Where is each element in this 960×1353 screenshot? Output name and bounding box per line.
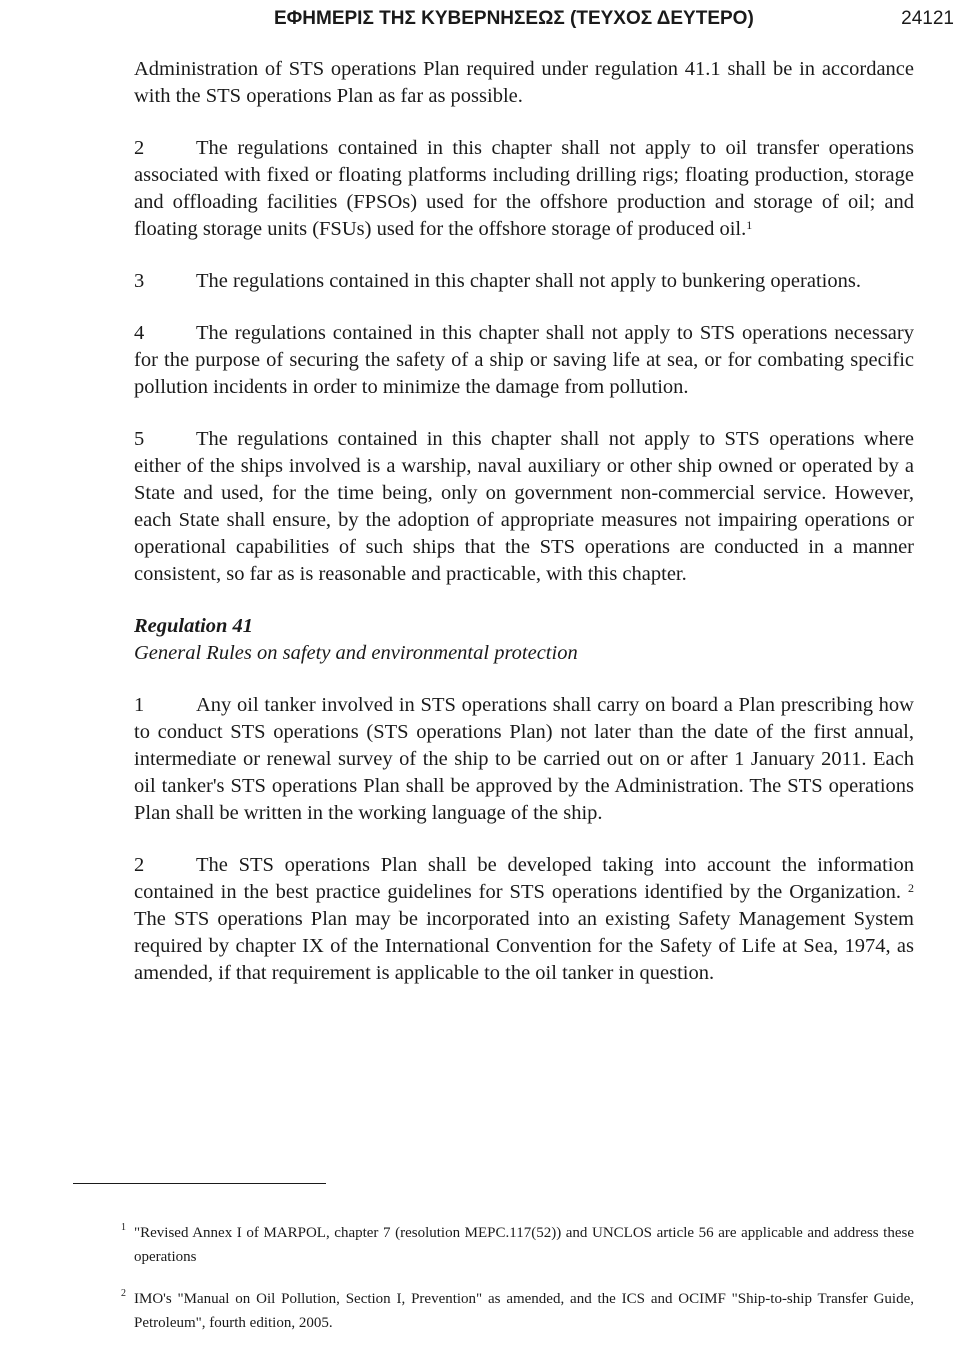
regulation-paragraph-1 [134,692,914,827]
paragraph-number: 5 [134,428,145,450]
paragraph-text: The regulations contained in this chapter shall not apply to oil transfer operations associated with fixed or floating platforms including drilling rigs; floating production, storage and offloading facilities (FPSOs) used for the offshore production and storage of oil; and floating storage units (FSUs) used for the offshore storage of produced oil. [134,137,914,240]
footnote [121,1287,914,1335]
regulation-paragraph-2 [134,852,914,987]
paragraph-number: 2 [134,854,145,876]
page-header [274,4,954,34]
paragraph-number: 3 [134,270,145,292]
paragraph-2 [134,135,914,243]
paragraph-text: Administration of STS operations Plan required under regulation 41.1 shall be in accordance with the STS operations Plan as far as possible. [134,58,914,107]
footnote-number: 1 [121,1222,126,1233]
paragraph-text: The regulations contained in this chapter shall not apply to STS operations necessary for the purpose of securing the safety of a ship or saving life at sea, or for combating specific pollution incidents in order to minimize the damage from pollution. [134,322,914,398]
paragraph-number: 4 [134,322,145,344]
paragraph-text: Any oil tanker involved in STS operations shall carry on board a Plan prescribing how to conduct STS operations (STS operations Plan) not later than the date of the first annual, intermediate or renewal survey of the ship to be carried out on or after 1 January 2011. Each oil tanker's STS operations Plan shall be approved by the Administration. The STS operations Plan shall be written in the working language of the ship. [134,694,914,824]
footnote-text: IMO's "Manual on Oil Pollution, Section I, Prevention" as amended, and the ICS and OCIMF "Ship-to-ship Transfer Guide, Petroleum", fourth edition, 2005. [134,1291,914,1331]
paragraph-continuation [134,56,914,110]
footnote-reference[interactable]: 2 [908,881,914,895]
gazette-title: ΕΦΗΜΕΡΙΣ ΤΗΣ ΚΥΒΕΡΝΗΣΕΩΣ (ΤΕΥΧΟΣ ΔΕΥΤΕΡΟ) [274,8,754,29]
paragraph-number: 1 [134,694,145,716]
footnote-number: 2 [121,1288,126,1299]
document-body [134,56,914,1012]
paragraph-text: The STS operations Plan may be incorporated into an existing Safety Management System required by chapter IX of the International Convention for the Safety of Life at Sea, 1974, as amended, if that requirement is applicable to the oil tanker in question. [134,908,914,984]
paragraph-5 [134,426,914,588]
footnote-text: "Revised Annex I of MARPOL, chapter 7 (resolution MEPC.117(52)) and UNCLOS article 56 are applicable and address these operations [134,1225,914,1265]
paragraph-4 [134,320,914,401]
footnote-divider [73,1183,326,1184]
footnote [121,1221,914,1269]
paragraph-text: The regulations contained in this chapter shall not apply to bunkering operations. [196,270,861,292]
regulation-title: Regulation 41 [134,615,254,637]
paragraph-3 [134,268,914,295]
footnote-reference[interactable]: 1 [746,218,753,232]
paragraph-text: The regulations contained in this chapter shall not apply to STS operations where either of the ships involved is a warship, naval auxiliary or other ship owned or operated by a State and used, for the time being, only on government non-commercial service. However, each State shall ensure, by the adoption of appropriate measures not impairing operations or operational capabilities of such ships that the STS operations are conducted in a manner consistent, so far as is reasonable and practicable, with this chapter. [134,428,914,585]
paragraph-number: 2 [134,137,145,159]
regulation-subtitle: General Rules on safety and environmental protection [134,642,578,664]
footnotes [121,1221,914,1353]
page-number: 24121 [901,8,954,29]
paragraph-text: The STS operations Plan shall be developed taking into account the information contained in the best practice guidelines for STS operations identified by the Organization. [134,854,914,903]
